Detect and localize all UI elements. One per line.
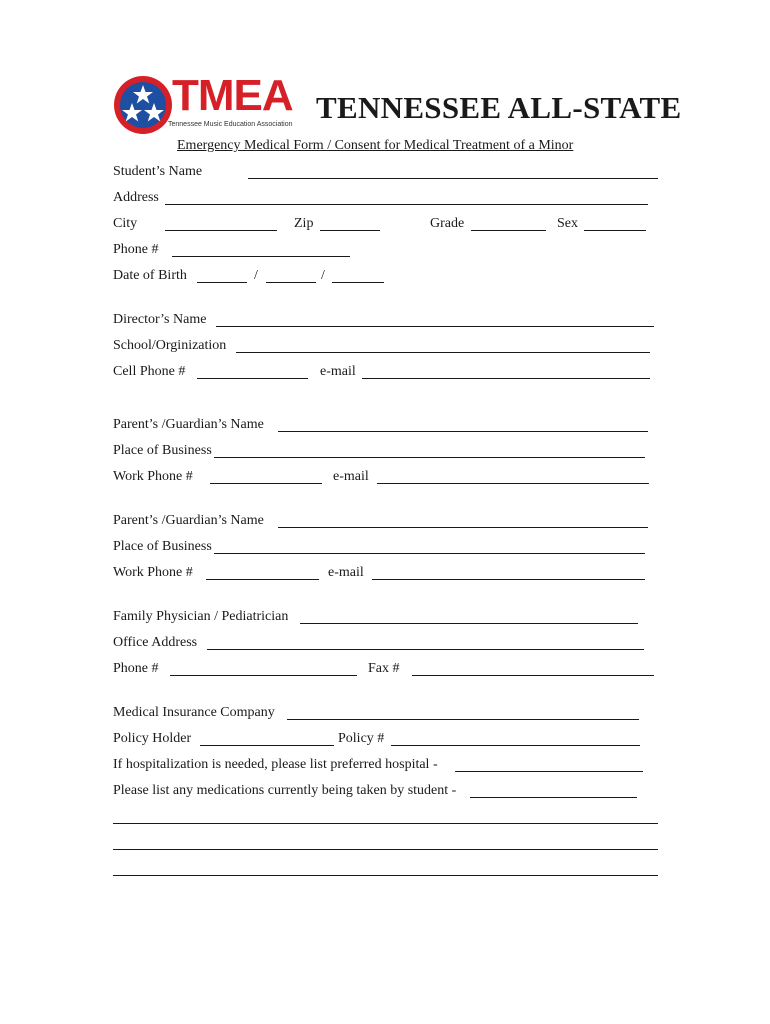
- student-sex-label: Sex: [557, 216, 578, 231]
- director-school-label: School/Orginization: [113, 338, 227, 353]
- tmea-logo: [112, 71, 302, 136]
- policy-number-field[interactable]: [391, 745, 640, 746]
- physician-fax-label: Fax #: [368, 661, 400, 676]
- guardian1-email-field[interactable]: [377, 483, 649, 484]
- director-email-field[interactable]: [362, 378, 650, 379]
- dob-slash-2: /: [321, 268, 325, 283]
- guardian2-work-phone-field[interactable]: [206, 579, 319, 580]
- dob-day-field[interactable]: [266, 282, 316, 283]
- guardian1-email-label: e-mail: [333, 469, 369, 484]
- student-name-label: Student’s Name: [113, 164, 203, 179]
- guardian1-work-phone-field[interactable]: [210, 483, 322, 484]
- guardian2-name-label: Parent’s /Guardian’s Name: [113, 513, 264, 528]
- guardian2-business-label: Place of Business: [113, 539, 212, 554]
- medications-line-2[interactable]: [113, 849, 658, 850]
- director-name-field[interactable]: [216, 326, 654, 327]
- guardian2-work-phone-label: Work Phone #: [113, 565, 193, 580]
- student-phone-label: Phone #: [113, 242, 159, 257]
- director-school-field[interactable]: [236, 352, 650, 353]
- physician-phone-label: Phone #: [113, 661, 159, 676]
- policy-holder-field[interactable]: [200, 745, 334, 746]
- physician-name-field[interactable]: [300, 623, 638, 624]
- medications-line-1[interactable]: [113, 823, 658, 824]
- guardian1-business-field[interactable]: [214, 457, 645, 458]
- student-zip-field[interactable]: [320, 230, 380, 231]
- guardian1-name-field[interactable]: [278, 431, 648, 432]
- director-email-label: e-mail: [320, 364, 356, 379]
- student-dob-label: Date of Birth: [113, 268, 187, 283]
- medications-field[interactable]: [470, 797, 637, 798]
- guardian1-name-label: Parent’s /Guardian’s Name: [113, 417, 264, 432]
- student-grade-label: Grade: [430, 216, 465, 231]
- page-title: TENNESSEE ALL-STATE: [316, 90, 682, 125]
- medications-line-3[interactable]: [113, 875, 658, 876]
- policy-holder-label: Policy Holder: [113, 731, 192, 746]
- physician-fax-field[interactable]: [412, 675, 654, 676]
- dob-month-field[interactable]: [197, 282, 247, 283]
- guardian2-email-label: e-mail: [328, 565, 364, 580]
- physician-office-label: Office Address: [113, 635, 198, 650]
- dob-slash-1: /: [254, 268, 258, 283]
- student-sex-field[interactable]: [584, 230, 646, 231]
- guardian1-business-label: Place of Business: [113, 443, 212, 458]
- dob-year-field[interactable]: [332, 282, 384, 283]
- physician-office-field[interactable]: [207, 649, 644, 650]
- medications-label: Please list any medications currently being taken by student -: [113, 783, 457, 798]
- insurance-company-label: Medical Insurance Company: [113, 705, 275, 720]
- student-phone-field[interactable]: [172, 256, 350, 257]
- insurance-company-field[interactable]: [287, 719, 639, 720]
- form-subtitle: Emergency Medical Form / Consent for Medical Treatment of a Minor: [177, 138, 574, 153]
- physician-phone-field[interactable]: [170, 675, 357, 676]
- student-address-field[interactable]: [165, 204, 648, 205]
- director-name-label: Director’s Name: [113, 312, 207, 327]
- guardian2-business-field[interactable]: [214, 553, 645, 554]
- student-address-label: Address: [113, 190, 159, 205]
- student-name-field[interactable]: [248, 178, 658, 179]
- student-grade-field[interactable]: [471, 230, 546, 231]
- student-city-field[interactable]: [165, 230, 277, 231]
- student-city-label: City: [113, 216, 138, 231]
- director-cell-field[interactable]: [197, 378, 308, 379]
- hospital-field[interactable]: [455, 771, 643, 772]
- guardian1-work-phone-label: Work Phone #: [113, 469, 193, 484]
- student-zip-label: Zip: [294, 216, 314, 231]
- tennessee-tristar-icon: [112, 74, 174, 136]
- logo-tagline: Tennessee Music Education Association: [168, 121, 293, 128]
- director-cell-label: Cell Phone #: [113, 364, 186, 379]
- hospital-label: If hospitalization is needed, please list preferred hospital -: [113, 757, 438, 772]
- physician-name-label: Family Physician / Pediatrician: [113, 609, 289, 624]
- policy-number-label: Policy #: [338, 731, 385, 746]
- logo-wordmark: TMEA: [172, 71, 293, 120]
- guardian2-name-field[interactable]: [278, 527, 648, 528]
- guardian2-email-field[interactable]: [372, 579, 645, 580]
